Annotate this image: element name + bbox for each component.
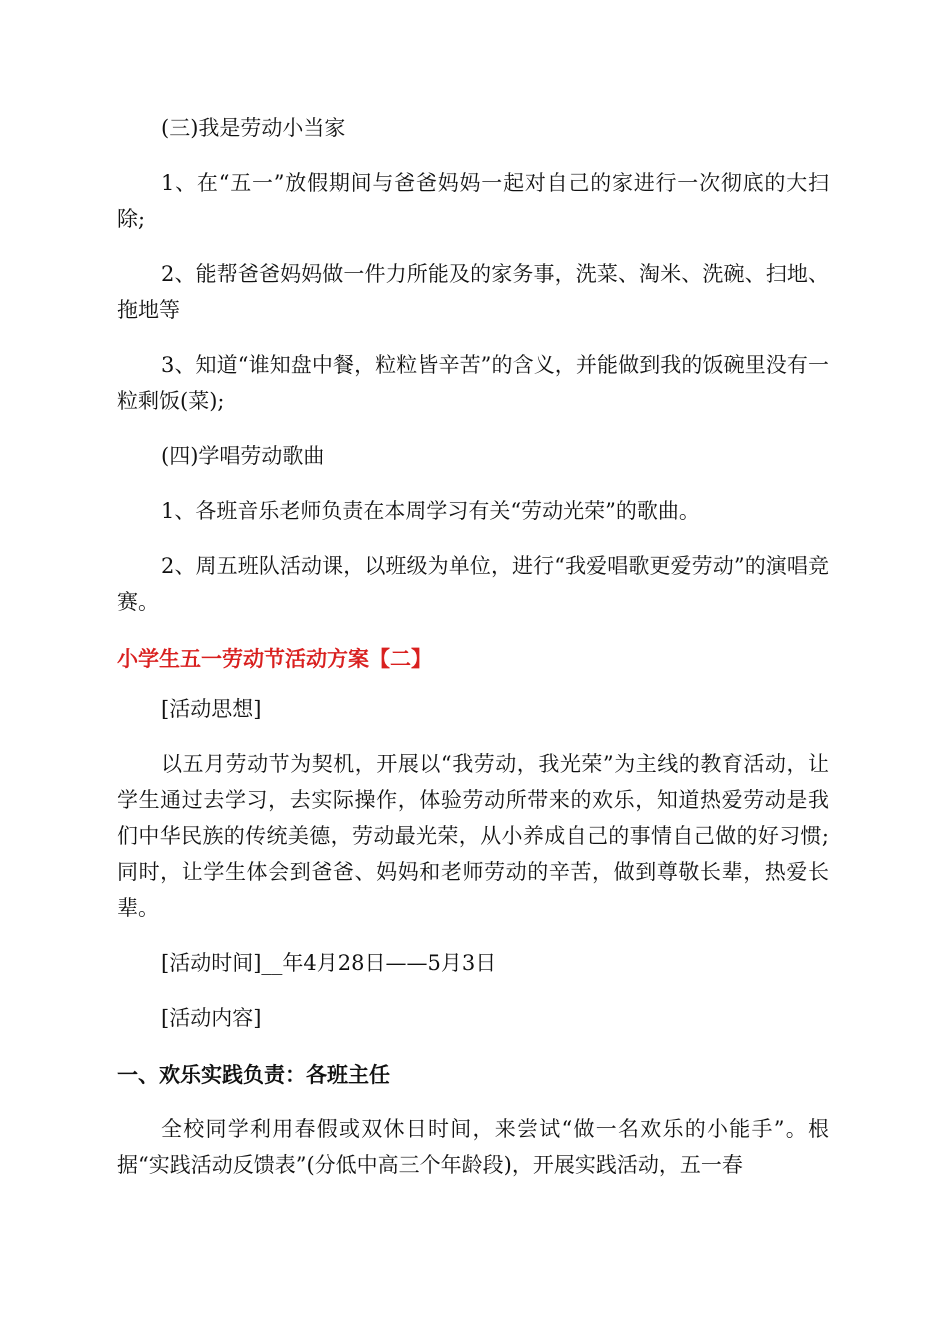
subheading-happy-practice: 一、欢乐实践负责：各班主任 — [117, 1063, 390, 1087]
paragraph-section-four-title: (四)学唱劳动歌曲 — [161, 444, 325, 468]
paragraph-section-three-title: (三)我是劳动小当家 — [161, 116, 346, 140]
paragraph-item-singing-contest: 2、周五班队活动课，以班级为单位，进行“我爱唱歌更爱劳动”的演唱竞赛。 — [117, 554, 829, 614]
paragraph-activity-idea: 以五月劳动节为契机，开展以“我劳动，我光荣”为主线的教育活动，让学生通过去学习，去实际操作，体验劳动所带来的欢乐，知道热爱劳动是我们中华民族的传统美德，劳动最光荣，从小养成自己的事情自己做的好习惯;同时，让学生体会到爸爸、妈妈和老师劳动的辛苦，做到尊敬长辈，热爱长辈。 — [117, 752, 829, 920]
paragraph-item-cleaning: 1、在“五一”放假期间与爸爸妈妈一起对自己的家进行一次彻底的大扫除; — [117, 171, 829, 231]
document-page — [117, 110, 829, 1202]
paragraph-practice-description: 全校同学利用春假或双休日时间，来尝试“做一名欢乐的小能手”。根据“实践活动反馈表”(分低中高三个年龄段)，开展实践活动，五一春 — [117, 1117, 829, 1177]
paragraph-item-housework: 2、能帮爸爸妈妈做一件力所能及的家务事，洗菜、淘米、洗碗、扫地、拖地等 — [117, 262, 829, 322]
section-title: 小学生五一劳动节活动方案【二】 — [117, 647, 432, 671]
paragraph-activity-time: [活动时间]__年4月28日——5月3日 — [161, 951, 497, 975]
paragraph-activity-content-label: [活动内容] — [161, 1006, 262, 1030]
paragraph-activity-idea-label: [活动思想] — [161, 697, 262, 721]
paragraph-item-no-waste: 3、知道“谁知盘中餐，粒粒皆辛苦”的含义，并能做到我的饭碗里没有一粒剩饭(菜); — [117, 353, 829, 413]
paragraph-item-learn-song: 1、各班音乐老师负责在本周学习有关“劳动光荣”的歌曲。 — [161, 499, 700, 523]
